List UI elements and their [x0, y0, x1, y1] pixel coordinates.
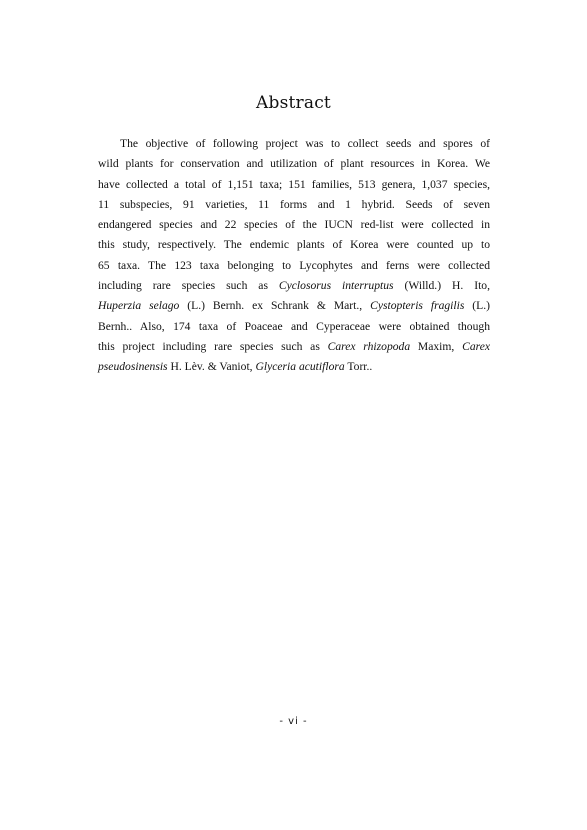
species-name: pseudosinensis [98, 360, 168, 374]
text-segment: (L.) Bernh. ex Schrank & Mart., [179, 299, 371, 313]
text-segment: Maxim, [410, 339, 463, 353]
text-segment: have collected a total of 1,151 taxa; 151 families, 513 genera, 1,037 species, [98, 177, 490, 191]
abstract-body [98, 134, 490, 378]
text-segment: wild plants for conservation and utilization of plant resources in Korea. We [98, 157, 490, 171]
text-segment: Bernh.. Also, 174 taxa of Poaceae and Cyperaceae were obtained though [98, 319, 490, 333]
species-name: Cyclosorus interruptus [278, 279, 394, 293]
text-segment: this study, respectively. The endemic plants of Korea were counted up to [98, 238, 490, 252]
text-segment: (L.) [464, 299, 491, 313]
text-line-12 [98, 357, 490, 377]
text-segment: H. Lèv. & Vaniot, [167, 360, 256, 374]
species-name: Glyceria acutiflora [255, 360, 345, 374]
text-segment: Torr.. [344, 360, 373, 374]
species-name: Cystopteris fragilis [370, 299, 465, 313]
text-line-9 [98, 296, 490, 316]
text-line-10 [98, 317, 490, 337]
page-number: - vi - [279, 716, 308, 727]
text-segment: 65 taxa. The 123 taxa belonging to Lycophytes and ferns were collected [98, 258, 490, 272]
text-line-7 [98, 256, 490, 276]
text-segment: (Willd.) H. Ito, [393, 279, 490, 293]
text-line-4 [98, 195, 490, 215]
text-line-8 [98, 276, 490, 296]
species-name: Carex [462, 339, 491, 353]
text-line-11 [98, 337, 490, 357]
species-name: Carex rhizopoda [327, 339, 411, 353]
text-line-6 [98, 235, 490, 255]
text-line-1 [98, 134, 490, 154]
text-segment: The objective of following project was to collect seeds and spores of [120, 137, 490, 150]
species-name: Huperzia selago [98, 299, 180, 313]
text-segment: including rare species such as [98, 279, 279, 293]
abstract-heading: Abstract [256, 93, 331, 113]
text-segment: 11 subspecies, 91 varieties, 11 forms and 1 hybrid. Seeds of seven [98, 197, 490, 211]
text-segment: endangered species and 22 species of the IUCN red-list were collected in [98, 218, 490, 232]
text-line-5 [98, 215, 490, 235]
text-segment: this project including rare species such as [98, 339, 328, 353]
text-line-3 [98, 175, 490, 195]
text-line-2 [98, 154, 490, 174]
